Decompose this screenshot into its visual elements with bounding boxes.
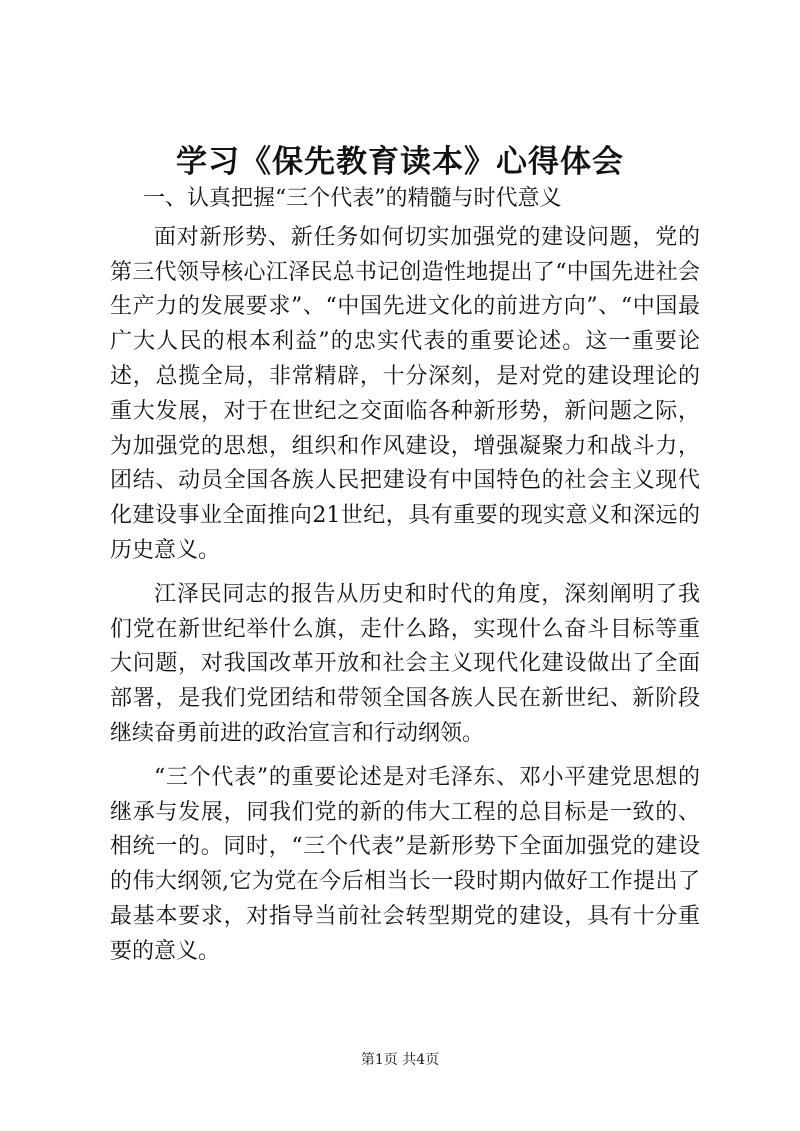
document-body — [110, 182, 700, 979]
paragraph-2: 江泽民同志的报告从历史和时代的角度，深刻阐明了我们党在新世纪举什么旗，走什么路，实现什么奋斗目标等重大问题，对我国改革开放和社会主义现代化建设做出了全面部署，是我们党团结和带领全国各族人民在新世纪、新阶段继续奋勇前进的政治宣言和行动纲领。 — [110, 581, 700, 746]
page-title: 学习《保先教育读本》心得体会 — [176, 144, 624, 180]
section-heading: 一、认真把握“三个代表”的精髓与时代意义 — [143, 186, 562, 211]
paragraph-3: “三个代表”的重要论述是对毛泽东、邓小平建党思想的继承与发展，同我们党的新的伟大工程的总目标是一致的、相统一的。同时，“三个代表”是新形势下全面加强党的建设的伟大纲领,它为党在今后相当长一段时期内做好工作提出了最基本要求，对指导当前社会转型期党的建设，具有十分重要的意义。 — [110, 764, 700, 964]
paragraph-1: 面对新形势、新任务如何切实加强党的建设问题，党的第三代领导核心江泽民总书记创造性地提出了“中国先进社会生产力的发展要求”、“中国先进文化的前进方向”、“中国最广大人民的根本利益”的忠实代表的重要论述。这一重要论述，总揽全局，非常精辟，十分深刻，是对党的建设理论的重大发展，对于在世纪之交面临各种新形势，新问题之际，为加强党的思想，组织和作风建设，增强凝聚力和战斗力，团结、动员全国各族人民把建设有中国特色的社会主义现代化建设事业全面推向21世纪，具有重要的现实意义和深远的历史意义。 — [110, 224, 700, 563]
page-footer: 第1页 共4页 — [360, 1052, 440, 1068]
